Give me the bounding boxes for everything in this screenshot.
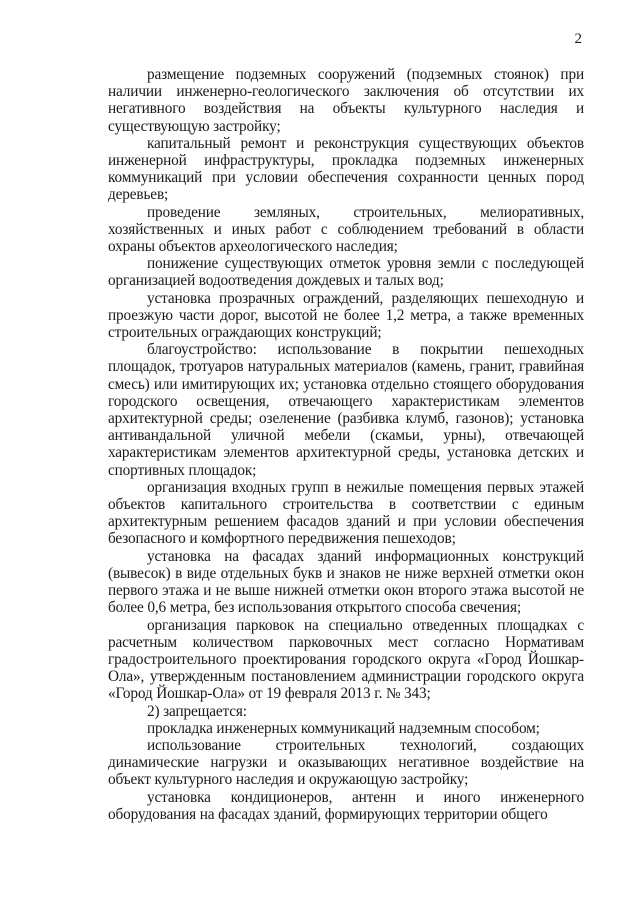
paragraph-prohibited-heading: 2) запрещается: — [147, 702, 247, 720]
paragraph-landscaping: благоустройство: использование в покрытии пешеходных площадок, тротуаров натуральных материалов (камень, гранит, гравийная смесь) или имитирующих их; установка отдельно стоящего оборудования городского освещения, отвечающего характеристикам элементов архитектурной среды; озеленение (разбивка клумб, газонов); установка антивандальной уличной мебели (скамьи, урны), отвечающей характеристикам элементов архитектурной среды, установка детских и спортивных площадок; — [108, 341, 584, 479]
paragraph-parking: организация парковок на специально отведенных площадках с расчетным количеством парковочных мест согласно Нормативам градостроительного проектирования городского округа «Город Йошкар-Ола», утвержденным постановлением администрации городского округа «Город Йошкар-Ола» от 19 февраля 2013 г. № 343; — [108, 616, 584, 703]
paragraph-signage: установка на фасадах зданий информационных конструкций (вывесок) в виде отдельных букв и знаков не ниже верхней отметки окон первого этажа и не выше нижней отметки окон второго этажа высотой не более 0,6 метра, без использования открытого способа свечения; — [108, 547, 584, 617]
paragraph-ground-level: понижение существующих отметок уровня земли с последующей организацией водоотведения дождевых и талых вод; — [108, 255, 584, 290]
document-body — [108, 66, 584, 823]
paragraph-transparent-fences: установка прозрачных ограждений, разделяющих пешеходную и проезжую части дорог, высотой не более 1,2 метра, а также временных строительных ограждающих конструкций; — [108, 289, 584, 342]
paragraph-facade-equipment: установка кондиционеров, антенн и иного инженерного оборудования на фасадах зданий, формирующих территории общего — [108, 788, 584, 823]
paragraph-underground-structures: размещение подземных сооружений (подземных стоянок) при наличии инженерно-геологического заключения об отсутствии их негативного воздействия на объекты культурного наследия и существующую застройку; — [108, 66, 584, 135]
page-number: 2 — [574, 31, 582, 47]
paragraph-capital-repair: капитальный ремонт и реконструкция существующих объектов инженерной инфраструктуры, прокладка подземных инженерных коммуникаций при условии обеспечения сохранности ценных пород деревьев; — [108, 134, 584, 204]
paragraph-dynamic-loads: использование строительных технологий, создающих динамические нагрузки и оказывающих негативное воздействие на объект культурного наследия и окружающую застройку; — [108, 736, 584, 789]
paragraph-earthworks: проведение земляных, строительных, мелиоративных, хозяйственных и иных работ с соблюдением требований в области охраны объектов археологического наследия; — [108, 203, 584, 256]
paragraph-overhead-utilities: прокладка инженерных коммуникаций надземным способом; — [147, 719, 540, 737]
paragraph-entrance-groups: организация входных групп в нежилые помещения первых этажей объектов капитального строительства в соответствии с единым архитектурным решением фасадов зданий и при условии обеспечения безопасного и комфортного передвижения пешеходов; — [108, 478, 584, 548]
